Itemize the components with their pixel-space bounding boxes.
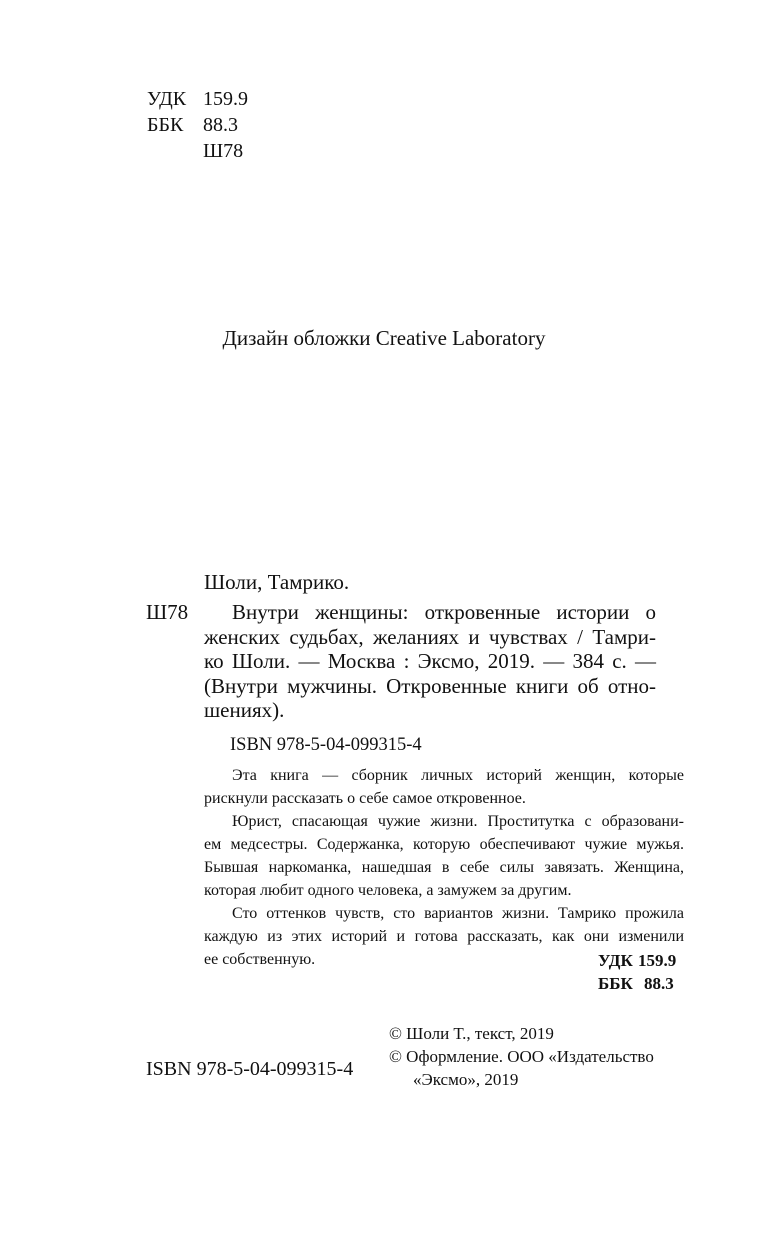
bib-author: Шоли, Тамрико. — [204, 570, 350, 594]
copyright-text: © Шоли Т., текст, 2019 — [389, 1024, 554, 1043]
bib-line: ко Шоли. — Москва : Эксмо, 2019. — 384 с. — — [204, 649, 656, 673]
copyright-design: © Оформление. ООО «Издательство — [389, 1047, 654, 1066]
bib-isbn: ISBN 978-5-04-099315-4 — [230, 735, 422, 755]
classification-codes — [147, 86, 248, 164]
annotation-line: Эта книга — сборник личных историй женщин, которые — [232, 767, 684, 784]
bbk-value: 88.3 — [203, 114, 238, 136]
bib-line: шениях). — [204, 698, 285, 722]
bib-line: Внутри женщины: откровенные истории о — [232, 600, 656, 624]
cover-design-credit: Дизайн обложки Creative Laboratory — [222, 326, 546, 350]
annotation-line: которая любит одного человека, а замужем за другим. — [204, 882, 572, 899]
bib-line: женских судьбах, желаниях и чувствах / Тамри- — [204, 624, 656, 649]
bib-line: (Внутри мужчины. Откровенные книги об отно- — [204, 673, 656, 698]
author-mark: Ш78 — [203, 140, 244, 162]
bbk-row — [147, 112, 248, 138]
isbn-bottom: ISBN 978-5-04-099315-4 — [146, 1058, 354, 1080]
annotation — [204, 764, 684, 971]
udk-value: 159.9 — [203, 88, 248, 110]
copyright-publisher: «Эксмо», 2019 — [413, 1070, 519, 1089]
bottom-bbk-label: ББК — [598, 974, 633, 993]
bottom-udk-row — [598, 949, 676, 972]
bottom-udk-label: УДК — [598, 951, 633, 970]
bbk-label: ББК — [147, 114, 184, 136]
annotation-line: Сто оттенков чувств, сто вариантов жизни. Тамрико прожила — [232, 905, 684, 922]
udk-row — [147, 86, 248, 112]
annotation-line: ем медсестры. Содержанка, которую обеспечивают чужие мужья. — [204, 836, 684, 853]
annotation-line: каждую из этих историй и готова рассказать, как они изменили — [204, 928, 684, 945]
annotation-line: Юрист, спасающая чужие жизни. Проститутка с образовани- — [232, 813, 684, 830]
annotation-line: Бывшая наркоманка, нашедшая в себе силы завязать. Женщина, — [204, 859, 684, 876]
bottom-bbk-row — [598, 972, 676, 995]
author-mark-row — [147, 138, 248, 164]
bibliographic-description — [204, 600, 656, 723]
annotation-line: ее собственную. — [204, 951, 316, 968]
udk-label: УДК — [147, 88, 187, 110]
bib-author-mark: Ш78 — [146, 600, 189, 624]
copyright-block — [389, 1022, 654, 1091]
annotation-line: рискнули рассказать о себе самое откровенное. — [204, 790, 526, 807]
bottom-classification-codes — [598, 949, 676, 995]
bottom-udk-value: 159.9 — [638, 951, 677, 970]
bottom-bbk-value: 88.3 — [644, 974, 674, 993]
